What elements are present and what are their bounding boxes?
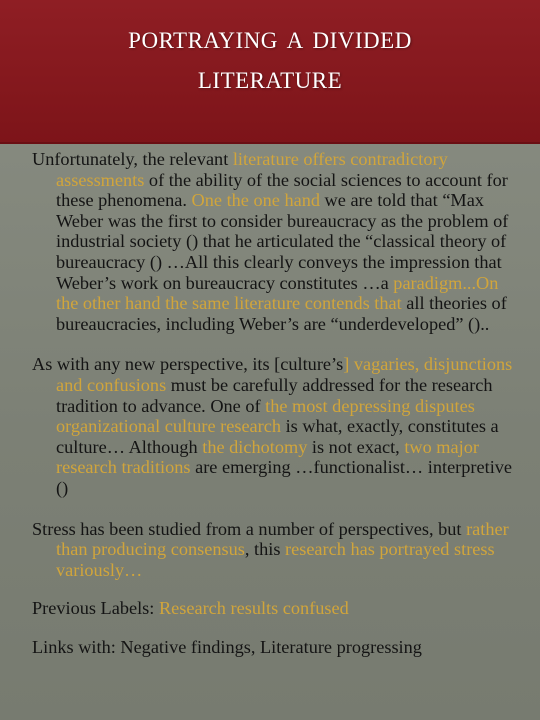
paragraph-previous-labels [32,598,522,619]
paragraph-culture-disputes [32,354,522,498]
text: of the ability of the social sciences to account for these phenomena. [56,169,508,211]
slide-body [32,149,522,657]
text: Stress has been studied from a number of perspectives, but [32,518,467,539]
title-line-2: literature [197,60,343,96]
text: must be carefully addressed for the research tradition to advance. One of [56,374,493,416]
text: Links with: Negative findings, Literature progressing [32,636,422,657]
text: is not exact, [307,436,405,457]
title-line-1: portraying a divided [128,20,412,56]
highlighted-text: literature offers contradictory assessments [56,149,448,190]
highlighted-text: ] vagaries, disjunctions and confusions [56,354,513,395]
highlighted-text: rather than producing consensus [56,518,509,560]
text: Previous Labels: [32,598,159,619]
highlighted-text: the dichotomy [202,436,308,457]
highlighted-text: paradigm...On the other hand the same literature contends that [56,272,499,314]
text: we are told that “Max Weber was the first to consider bureaucracy as the problem of industrial society () that he articulated the “classical theory of bureaucracy () …All this clearly conveys the impression that Weber’s work on bureaucracy constitutes …a [56,190,509,293]
highlighted-text: One the one hand [191,190,320,211]
text: are emerging …functionalist… interpretive () [56,457,513,498]
text: , this [244,539,285,560]
text: all theories of bureaucracies, including Weber’s are “underdeveloped” ().. [56,293,507,334]
paragraph-literature-contradiction [32,149,522,334]
highlighted-text: research has portrayed stress variously… [56,539,495,580]
highlighted-text: the most depressing disputes organizational culture research [56,395,475,437]
paragraph-stress-research [32,519,522,581]
title-bar [0,0,540,144]
slide-title [0,18,540,98]
highlighted-text: two major research traditions [56,436,479,478]
paragraph-links-with [32,637,522,658]
text: Unfortunately, the relevant [32,149,233,169]
text: is what, exactly, constitutes a culture… Although [56,416,499,457]
highlighted-text: Research results confused [158,598,349,619]
text: As with any new perspective, its [culture’s [32,354,344,375]
